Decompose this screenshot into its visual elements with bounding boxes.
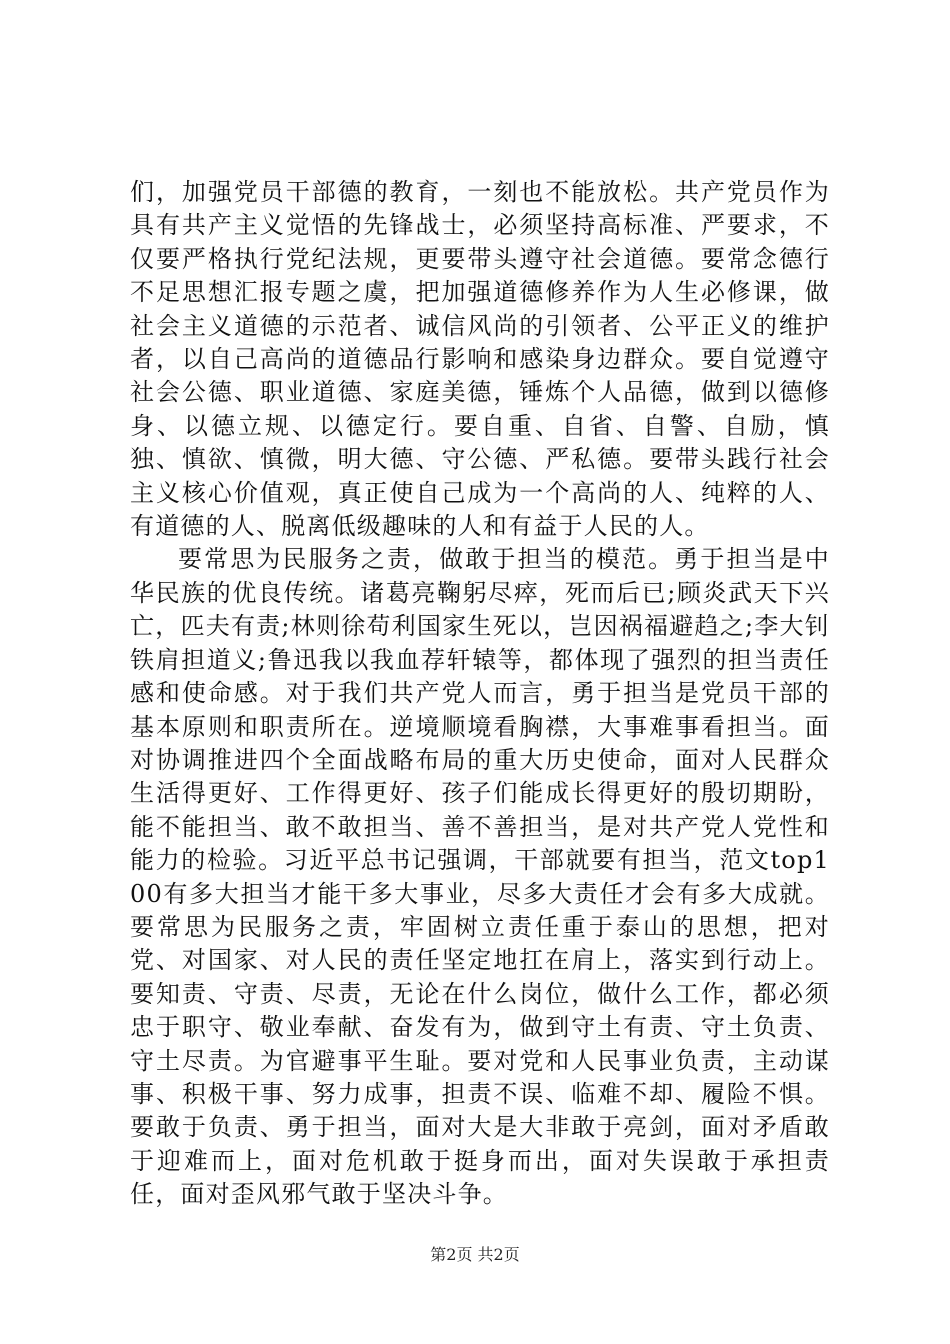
paragraph-responsibility: 要常思为民服务之责，做敢于担当的模范。勇于担当是中华民族的优良传统。诸葛亮鞠躬尽瘁，死而后已;顾炎武天下兴亡，匹夫有责;林则徐苟利国家生死以，岂因祸福避趋之;李大钊铁肩担道义;鲁迅我以我血荐轩辕等，都体现了强烈的担当责任感和使命感。对于我们共产党人而言，勇于担当是党员干部的基本原则和职责所在。逆境顺境看胸襟，大事难事看担当。面对协调推进四个全面战略布局的重大历史使命，面对人民群众生活得更好、工作得更好、孩子们能成长得更好的殷切期盼，能不能担当、敢不敢担当、善不善担当，是对共产党人党性和能力的检验。习近平总书记强调，干部就要有担当，范文top100有多大担当才能干多大事业，尽多大责任才会有多大成就。要常思为民服务之责，牢固树立责任重于泰山的思想，把对党、对国家、对人民的责任坚定地扛在肩上，落实到行动上。要知责、守责、尽责，无论在什么岗位，做什么工作，都必须忠于职守、敬业奉献、奋发有为，做到守土有责、守土负责、守土尽责。为官避事平生耻。要对党和人民事业负责，主动谋事、积极干事、努力成事，担责不误、临难不却、履险不惧。要敢于负责、勇于担当，面对大是大非敢于亮剑，面对矛盾敢于迎难而上，面对危机敢于挺身而出，面对失误敢于承担责任，面对歪风邪气敢于坚决斗争。 [130,545,830,1209]
page-footer: 第2页 共2页 [430,1245,520,1264]
paragraph-moral-education: 们，加强党员干部德的教育，一刻也不能放松。共产党员作为具有共产主义觉悟的先锋战士，必须坚持高标准、严要求，不仅要严格执行党纪法规，更要带头遵守社会道德。要常念德行不足思想汇报专题之虞，把加强道德修养作为人生必修课，做社会主义道德的示范者、诚信风尚的引领者、公平正义的维护者，以自己高尚的道德品行影响和感染身边群众。要自觉遵守社会公德、职业道德、家庭美德，锤炼个人品德，做到以德修身、以德立规、以德定行。要自重、自省、自警、自励，慎独、慎欲、慎微，明大德、守公德、严私德。要带头践行社会主义核心价值观，真正使自己成为一个高尚的人、纯粹的人、有道德的人、脱离低级趣味的人和有益于人民的人。 [130,178,830,541]
document-body [130,176,830,1212]
